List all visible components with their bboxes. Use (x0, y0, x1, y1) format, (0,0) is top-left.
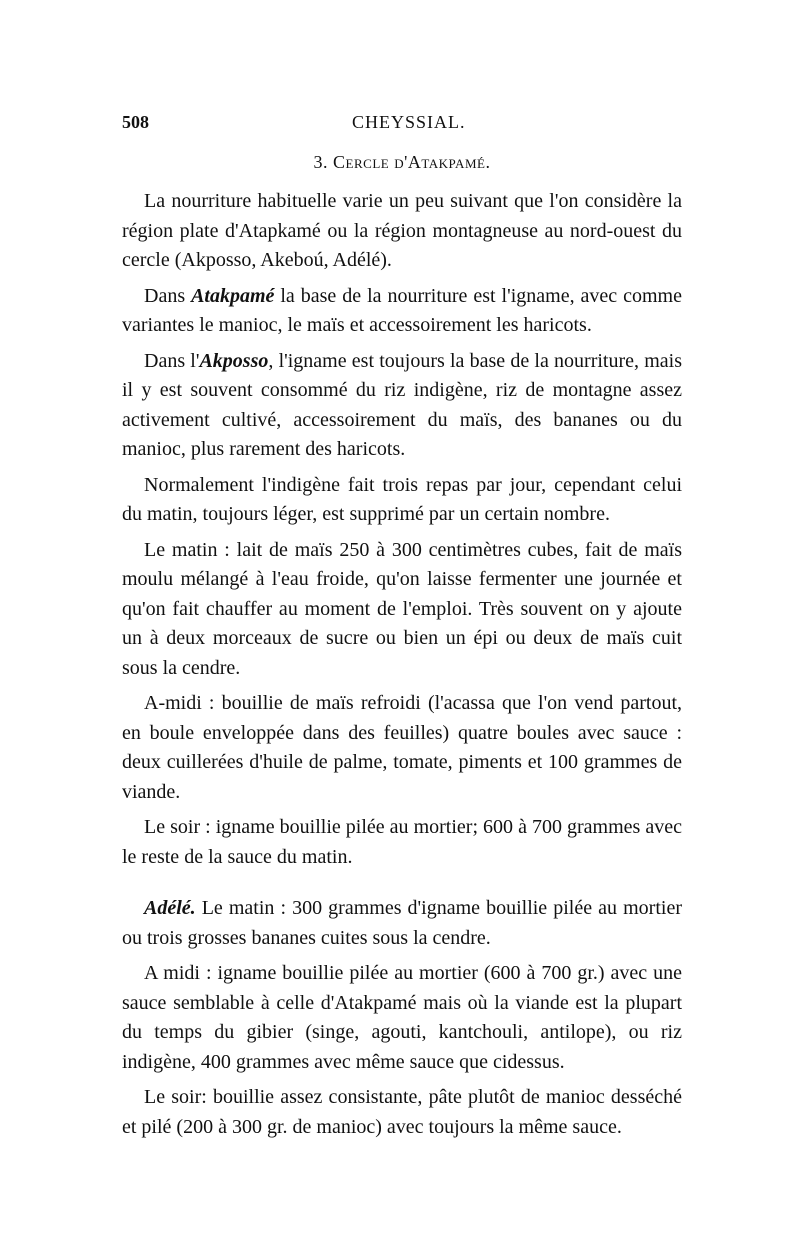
section-heading (122, 152, 682, 173)
paragraph-lead: Dans (144, 284, 192, 307)
paragraph (122, 471, 682, 530)
book-page (122, 112, 682, 1148)
paragraph (122, 282, 682, 341)
paragraph (122, 813, 682, 872)
paragraph (122, 536, 682, 684)
paragraph-lead: Dans l' (144, 349, 200, 372)
paragraph-text: Normalement l'indigène fait trois repas par jour, cependant celui du matin, toujours léger, est supprimé par un certain nombre. (122, 473, 682, 525)
page-number: 508 (122, 112, 149, 132)
running-head (122, 112, 682, 146)
paragraph-text: la base de la nourriture est l'igname, avec comme variantes le manioc, le maïs et accessoirement les haricots. (122, 284, 682, 336)
paragraph-text: Le soir : igname bouillie pilée au mortier; 600 à 700 grammes avec le reste de la sauce du matin. (122, 816, 682, 868)
place-name: Atakpamé (191, 284, 275, 307)
paragraph (122, 187, 682, 276)
paragraph (122, 1083, 682, 1142)
paragraph-text: La nourriture habituelle varie un peu suivant que l'on considère la région plate d'Atapkamé ou la région montagneuse au nord-ouest du cercle (Akposso, Akeboú, Adélé). (122, 190, 682, 271)
paragraph-text: Le soir: bouillie assez consistante, pâte plutôt de manioc desséché et pilé (200 à 300 gr. de manioc) avec toujours la même sauce. (122, 1086, 682, 1138)
paragraph-text: A midi : igname bouillie pilée au mortier (600 à 700 gr.) avec une sauce semblable à celle d'Atakpamé mais où la viande est la plupart du temps du gibier (singe, agouti, kantchouli, antilope), ou riz indigène, 400 grammes avec même sauce que cidessus. (122, 962, 682, 1073)
running-title: CHEYSSIAL. (352, 112, 466, 132)
paragraph (122, 689, 682, 807)
section-title: Cercle d'Atakpamé. (333, 152, 491, 172)
paragraph-text: A-midi : bouillie de maïs refroidi (l'acassa que l'on vend partout, en boule enveloppée dans des feuilles) quatre boules avec sauce : deux cuillerées d'huile de palme, tomate, piments et 100 grammes de viande. (122, 692, 682, 803)
place-name: Akposso (199, 349, 269, 372)
paragraph-text: , l'igname est toujours la base de la nourriture, mais il y est souvent consommé du riz indigène, riz de montagne assez activement cultivé, accessoirement du maïs, des bananes ou du manioc, plus rarement des haricots. (122, 349, 683, 460)
place-name: Adélé. (144, 897, 196, 919)
paragraph-text: Le matin : lait de maïs 250 à 300 centimètres cubes, fait de maïs moulu mélangé à l'eau froide, qu'on laisse fermenter une journée et qu'on fait chauffer au moment de l'emploi. Très souvent on y ajoute un à deux morceaux de sucre ou bien un épi ou deux de maïs cuit sous la cendre. (122, 538, 682, 679)
paragraph (122, 894, 682, 953)
paragraph (122, 347, 682, 465)
paragraph-text: Le matin : 300 grammes d'igname bouillie pilée au mortier ou trois grosses bananes cuites sous la cendre. (122, 897, 682, 949)
section-number: 3. (313, 152, 329, 172)
paragraph (122, 959, 682, 1077)
